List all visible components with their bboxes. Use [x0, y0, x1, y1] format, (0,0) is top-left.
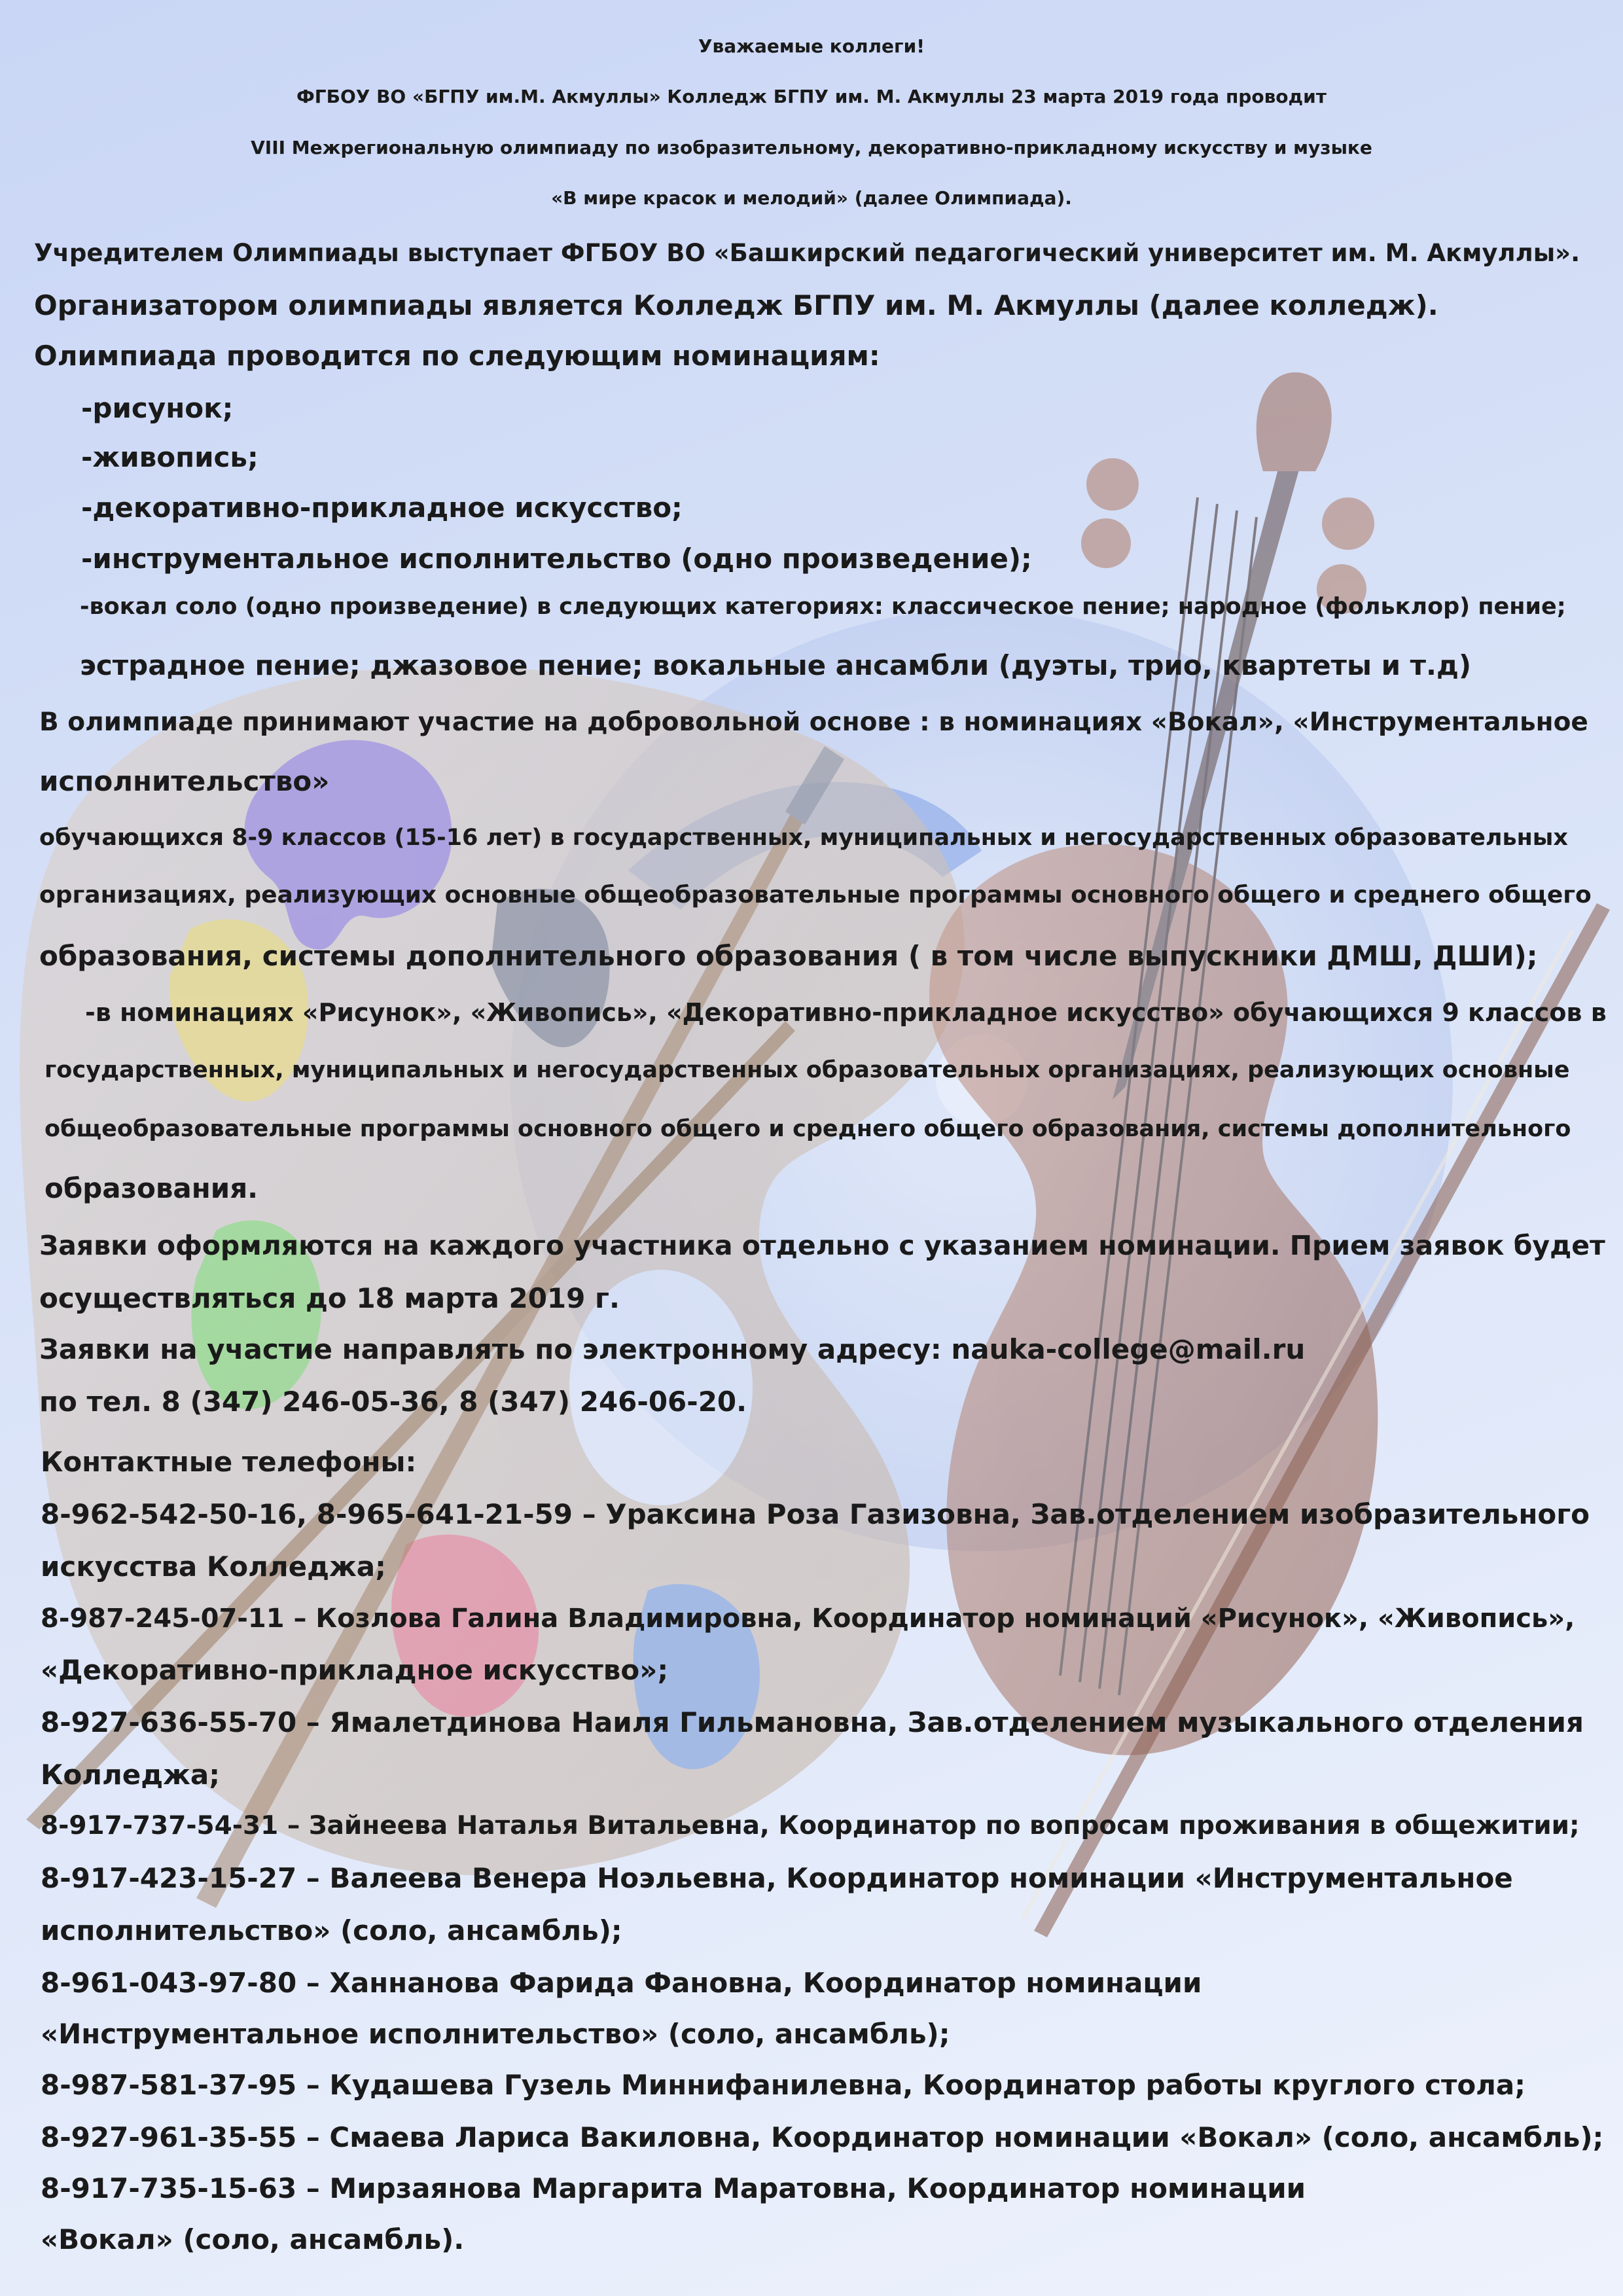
- contact-line: «Вокал» (соло, ансамбль).: [41, 2223, 465, 2255]
- contact-line: 8-987-581-37-95 – Кудашева Гузель Миннифанилевна, Координатор работы круглого стола;: [41, 2069, 1526, 2101]
- contact-line: Колледжа;: [41, 1759, 221, 1791]
- contact-line: 8-917-423-15-27 – Валеева Венера Ноэльевна, Координатор номинации «Инструментальное: [41, 1862, 1513, 1894]
- contact-line: 8-962-542-50-16, 8-965-641-21-59 – Ураксина Роза Газизовна, Зав.отделением изобразительного: [41, 1498, 1590, 1530]
- applications-line: осуществляться до 18 марта 2019 г.: [39, 1282, 620, 1314]
- greeting: Уважаемые коллеги!: [698, 35, 925, 57]
- applications-line: Заявки оформляются на каждого участника отдельно с указанием номинации. Прием заявок будет: [39, 1230, 1605, 1261]
- header-line-2: VIII Межрегиональную олимпиаду по изобразительному, декоративно-прикладному искусству и музыке: [251, 137, 1372, 158]
- nomination-item: -декоративно-прикладное искусство;: [81, 492, 683, 524]
- participation-line: -в номинациях «Рисунок», «Живопись», «Декоративно-прикладное искусство» обучающихся 9 классов в: [85, 998, 1607, 1027]
- contact-line: 8-987-245-07-11 – Козлова Галина Владимировна, Координатор номинаций «Рисунок», «Живопись»,: [41, 1604, 1575, 1634]
- nominations-title: Олимпиада проводится по следующим номинациям:: [34, 340, 880, 372]
- participation-line: исполнительство»: [39, 765, 330, 797]
- participation-line: организациях, реализующих основные общеобразовательные программы основного общего и среднего общего: [39, 882, 1592, 908]
- contact-line: 8-961-043-97-80 – Ханнанова Фарида Фановна, Координатор номинации: [41, 1967, 1202, 1999]
- contact-line: «Декоративно-прикладное искусство»;: [41, 1654, 669, 1686]
- contact-line: искусства Колледжа;: [41, 1551, 386, 1583]
- applications-phone-line: по тел. 8 (347) 246-05-36, 8 (347) 246-06-20.: [39, 1386, 747, 1418]
- nomination-item: -живопись;: [81, 441, 259, 473]
- nomination-item: -вокал соло (одно произведение) в следующих категориях: классическое пение; народное (фольклор) пение;: [80, 594, 1566, 620]
- header-line-1: ФГБОУ ВО «БГПУ им.М. Акмуллы» Колледж БГПУ им. М. Акмуллы 23 марта 2019 года проводит: [296, 86, 1327, 107]
- contact-line: исполнительство» (соло, ансамбль);: [41, 1914, 622, 1946]
- contact-line: 8-917-737-54-31 – Зайнеева Наталья Витальевна, Координатор по вопросам проживания в общежитии;: [41, 1811, 1580, 1840]
- nomination-item: эстрадное пение; джазовое пение; вокальные ансамбли (дуэты, трио, квартеты и т.д): [80, 649, 1472, 681]
- founder-text: Учредителем Олимпиады выступает ФГБОУ ВО «Башкирский педагогический университет им. М. Акмуллы».: [34, 239, 1580, 267]
- participation-line: государственных, муниципальных и негосударственных образовательных организациях, реализующих основные: [45, 1057, 1570, 1083]
- participation-line: обучающихся 8-9 классов (15-16 лет) в государственных, муниципальных и негосударственных образовательных: [39, 825, 1568, 851]
- participation-line: общеобразовательные программы основного общего и среднего общего образования, системы дополнительного: [45, 1116, 1571, 1142]
- contacts-title: Контактные телефоны:: [41, 1446, 417, 1478]
- contact-line: 8-927-636-55-70 – Ямалетдинова Наиля Гильмановна, Зав.отделением музыкального отделения: [41, 1706, 1584, 1738]
- participation-line: образования, системы дополнительного образования ( в том числе выпускники ДМШ, ДШИ);: [39, 940, 1538, 972]
- header-line-3: «В мире красок и мелодий» (далее Олимпиада).: [551, 187, 1072, 209]
- participation-line: образования.: [45, 1172, 259, 1204]
- contact-line: 8-917-735-15-63 – Мирзаянова Маргарита Маратовна, Координатор номинации: [41, 2172, 1306, 2204]
- nomination-item: -рисунок;: [81, 392, 234, 424]
- contact-line: «Инструментальное исполнительство» (соло, ансамбль);: [41, 2018, 950, 2050]
- contact-line: 8-927-961-35-55 – Смаева Лариса Вакиловна, Координатор номинации «Вокал» (соло, ансамбль);: [41, 2121, 1604, 2153]
- nomination-item: -инструментальное исполнительство (одно произведение);: [81, 543, 1032, 575]
- applications-email-line: Заявки на участие направлять по электронному адресу: nauka-college@mail.ru: [39, 1333, 1306, 1365]
- organizer-text: Организатором олимпиады является Колледж БГПУ им. М. Акмуллы (далее колледж).: [34, 289, 1438, 321]
- participation-line: В олимпиаде принимают участие на добровольной основе : в номинациях «Вокал», «Инструментальное: [39, 708, 1588, 737]
